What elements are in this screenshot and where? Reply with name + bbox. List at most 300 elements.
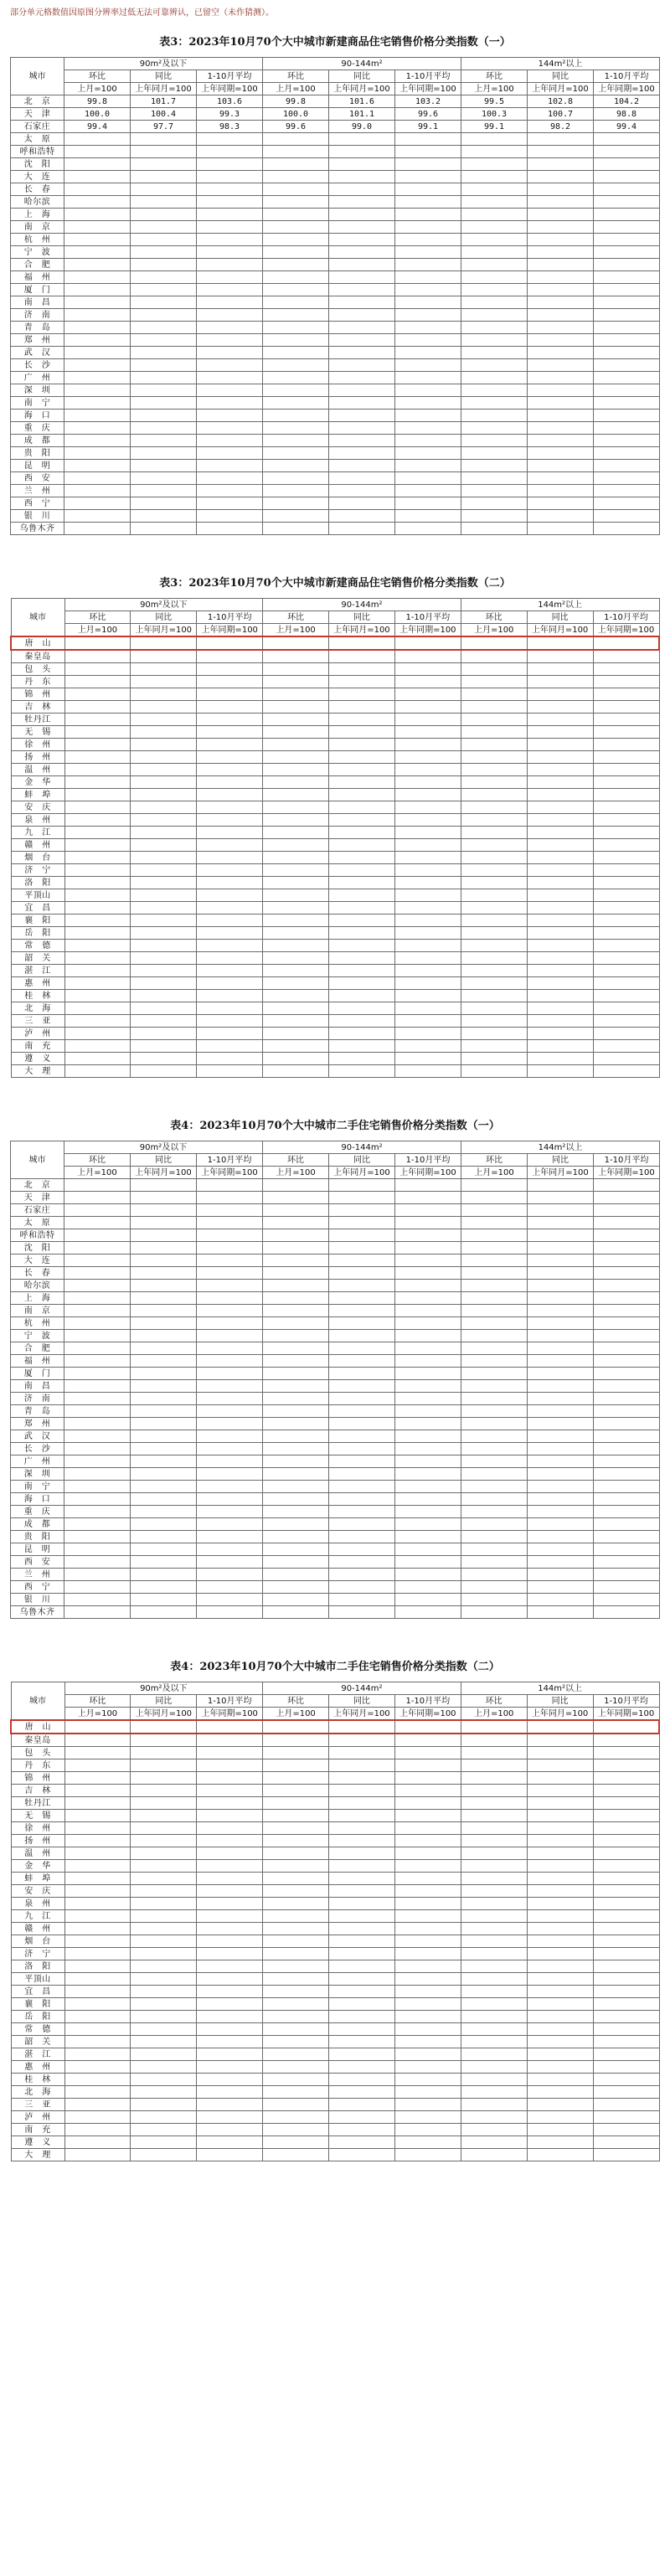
- index-value-cell: [527, 1948, 593, 1960]
- index-value-cell: [263, 1923, 329, 1935]
- index-value-cell: [594, 1330, 660, 1342]
- index-value-cell: [528, 1443, 594, 1455]
- index-value-cell: [197, 1720, 263, 1734]
- price-index-table: [10, 1141, 660, 1619]
- index-value-cell: [263, 676, 329, 688]
- table-row: [11, 827, 659, 839]
- index-value-cell: [64, 1847, 131, 1860]
- index-value-cell: [594, 246, 660, 259]
- index-value-cell: [594, 460, 660, 472]
- index-value-cell: [197, 2149, 263, 2161]
- index-value-cell: [131, 714, 197, 726]
- index-value-cell: [197, 1280, 263, 1292]
- index-value-cell: [461, 902, 527, 914]
- index-value-cell: [394, 990, 461, 1002]
- index-value-cell: [395, 1506, 461, 1518]
- price-index-table: [10, 57, 660, 535]
- column-metric-header: 环比: [461, 611, 527, 624]
- table-row: [11, 485, 660, 497]
- index-value-cell: [263, 902, 329, 914]
- index-value-cell: [197, 485, 263, 497]
- index-value-cell: [64, 171, 131, 183]
- index-value-cell: [131, 146, 197, 158]
- table-row: [11, 397, 660, 410]
- index-value-cell: [394, 1065, 461, 1078]
- city-cell: 济 南: [11, 1393, 64, 1405]
- table-row: [11, 334, 660, 347]
- city-cell: 三 亚: [11, 1015, 64, 1028]
- index-value-cell: [131, 133, 197, 146]
- index-value-cell: [131, 322, 197, 334]
- index-value-cell: [329, 1531, 395, 1543]
- index-value-cell: [528, 271, 594, 284]
- index-value-cell: [395, 334, 461, 347]
- index-value-cell: [528, 472, 594, 485]
- index-value-cell: [528, 1179, 594, 1192]
- index-value-cell: [197, 1342, 263, 1355]
- table-row: [11, 864, 659, 877]
- index-value-cell: [395, 435, 461, 447]
- column-metric-header: 环比: [461, 1154, 528, 1167]
- city-cell: 金 华: [11, 1860, 64, 1873]
- index-value-cell: [197, 1772, 263, 1785]
- index-value-cell: [329, 221, 395, 234]
- city-cell: 韶 关: [11, 952, 64, 965]
- index-value-cell: [594, 372, 660, 384]
- index-value-cell: [329, 372, 395, 384]
- index-value-cell: [131, 497, 197, 510]
- index-value-cell: [461, 259, 528, 271]
- index-value-cell: [329, 1847, 395, 1860]
- index-value-cell: [64, 2111, 131, 2124]
- index-value-cell: [528, 1556, 594, 1569]
- column-metric-header: 1-10月平均: [197, 611, 263, 624]
- index-value-cell: [131, 1481, 197, 1493]
- index-value-cell: [594, 523, 660, 535]
- index-value-cell: [395, 1355, 461, 1368]
- index-value-cell: [394, 839, 461, 852]
- table-row: [11, 347, 660, 359]
- index-value-cell: [263, 739, 329, 751]
- index-value-cell: [263, 322, 329, 334]
- table-row: [11, 1255, 660, 1267]
- table-row: [11, 1065, 659, 1078]
- index-value-cell: [64, 1028, 131, 1040]
- index-value-cell: [197, 1292, 263, 1305]
- index-value-cell: [461, 965, 527, 977]
- index-value-cell: 99.6: [263, 121, 329, 133]
- index-value-cell: [64, 372, 131, 384]
- index-value-cell: [197, 384, 263, 397]
- column-metric-header: 同比: [527, 611, 593, 624]
- index-value-cell: [594, 397, 660, 410]
- index-value-cell: [395, 359, 461, 372]
- index-value-cell: [594, 1192, 660, 1204]
- table-row: [11, 1028, 659, 1040]
- index-value-cell: [329, 1002, 395, 1015]
- index-value-cell: [131, 359, 197, 372]
- table-row: [11, 472, 660, 485]
- index-value-cell: [329, 1822, 395, 1835]
- index-value-cell: [395, 1192, 461, 1204]
- index-value-cell: [593, 1835, 659, 1847]
- index-value-cell: [197, 1885, 263, 1898]
- column-base-header: 上年同月=100: [329, 1167, 395, 1179]
- column-metric-header: 环比: [461, 70, 528, 83]
- index-value-cell: [394, 877, 461, 889]
- index-value-cell: [593, 914, 659, 927]
- index-value-cell: [197, 789, 263, 801]
- index-value-cell: [329, 347, 395, 359]
- column-metric-header: 同比: [329, 70, 395, 83]
- table-row: [11, 2124, 659, 2136]
- index-value-cell: 99.1: [461, 121, 528, 133]
- index-value-cell: [197, 397, 263, 410]
- index-value-cell: [461, 1380, 528, 1393]
- city-cell: 沈 阳: [11, 1242, 64, 1255]
- city-cell: 泉 州: [11, 814, 64, 827]
- index-value-cell: [131, 1053, 197, 1065]
- index-value-cell: [527, 2111, 593, 2124]
- index-value-cell: [593, 1785, 659, 1797]
- index-value-cell: [461, 384, 528, 397]
- city-cell: 遵 义: [11, 2136, 64, 2149]
- index-value-cell: [461, 271, 528, 284]
- index-value-cell: [197, 2099, 263, 2111]
- index-value-cell: [64, 2048, 131, 2061]
- index-value-cell: [197, 171, 263, 183]
- index-value-cell: [394, 889, 461, 902]
- index-value-cell: [527, 1923, 593, 1935]
- index-value-cell: [461, 2149, 527, 2161]
- table-row: [11, 990, 659, 1002]
- index-value-cell: [395, 1280, 461, 1292]
- index-value-cell: [394, 977, 461, 990]
- index-value-cell: [394, 965, 461, 977]
- column-metric-header: 同比: [329, 1154, 395, 1167]
- index-value-cell: [461, 977, 527, 990]
- index-value-cell: [263, 663, 329, 676]
- column-metric-header: 同比: [329, 1695, 395, 1708]
- index-value-cell: [528, 460, 594, 472]
- table-row: [11, 2111, 659, 2124]
- table-row: [11, 271, 660, 284]
- index-value-cell: [197, 1455, 263, 1468]
- index-value-cell: [395, 133, 461, 146]
- city-cell: 太 原: [11, 1217, 64, 1229]
- index-value-cell: [528, 296, 594, 309]
- index-value-cell: [64, 1455, 131, 1468]
- index-value-cell: [329, 523, 395, 535]
- index-value-cell: [461, 133, 528, 146]
- index-value-cell: 98.3: [197, 121, 263, 133]
- index-value-cell: [329, 1053, 395, 1065]
- index-value-cell: [395, 1292, 461, 1305]
- index-value-cell: [329, 1747, 395, 1759]
- index-value-cell: [197, 1860, 263, 1873]
- index-value-cell: [394, 1898, 461, 1910]
- index-value-cell: [263, 2086, 329, 2099]
- column-metric-header: 环比: [64, 1154, 131, 1167]
- index-value-cell: [461, 523, 528, 535]
- index-value-cell: [131, 1606, 197, 1619]
- index-value-cell: [461, 322, 528, 334]
- city-cell: 长 春: [11, 183, 64, 196]
- index-value-cell: [593, 636, 659, 650]
- index-value-cell: [131, 523, 197, 535]
- index-value-cell: [263, 1772, 329, 1785]
- index-value-cell: [263, 990, 329, 1002]
- index-value-cell: [527, 1835, 593, 1847]
- index-value-cell: [64, 296, 131, 309]
- index-value-cell: [131, 1330, 197, 1342]
- index-value-cell: [131, 1948, 197, 1960]
- index-value-cell: [527, 1040, 593, 1053]
- index-value-cell: [395, 234, 461, 246]
- index-value-cell: [594, 322, 660, 334]
- index-value-cell: [527, 636, 593, 650]
- table-row: [11, 1734, 659, 1747]
- index-value-cell: [263, 2023, 329, 2036]
- index-value-cell: [461, 1493, 528, 1506]
- index-value-cell: [394, 2023, 461, 2036]
- index-value-cell: [329, 1192, 395, 1204]
- index-value-cell: [594, 1405, 660, 1418]
- index-value-cell: [394, 1772, 461, 1785]
- column-base-header: 上年同月=100: [329, 83, 395, 95]
- index-value-cell: [461, 1204, 528, 1217]
- table-row: [11, 95, 660, 108]
- index-value-cell: [263, 701, 329, 714]
- index-value-cell: [461, 663, 527, 676]
- table-row: [11, 1531, 660, 1543]
- index-value-cell: [594, 1292, 660, 1305]
- index-value-cell: [263, 1506, 329, 1518]
- index-value-cell: [329, 1810, 395, 1822]
- table-row: [11, 676, 659, 688]
- index-value-cell: [131, 472, 197, 485]
- index-value-cell: [131, 1506, 197, 1518]
- index-value-cell: [527, 1065, 593, 1078]
- index-value-cell: [131, 839, 197, 852]
- index-value-cell: [263, 1835, 329, 1847]
- index-value-cell: [263, 1355, 329, 1368]
- index-value-cell: [64, 663, 131, 676]
- index-value-cell: [197, 1759, 263, 1772]
- index-value-cell: [64, 1468, 131, 1481]
- index-value-cell: [461, 1267, 528, 1280]
- index-value-cell: [263, 2011, 329, 2023]
- index-value-cell: [64, 435, 131, 447]
- index-value-cell: [461, 940, 527, 952]
- index-value-cell: [594, 1430, 660, 1443]
- index-value-cell: [527, 1002, 593, 1015]
- index-value-cell: [329, 726, 395, 739]
- index-value-cell: [197, 1229, 263, 1242]
- index-value-cell: [395, 196, 461, 209]
- column-header-city: 城市: [11, 1141, 64, 1179]
- city-cell: 深 圳: [11, 384, 64, 397]
- table-row: [11, 1810, 659, 1822]
- index-value-cell: [197, 676, 263, 688]
- table-row: [11, 1759, 659, 1772]
- index-value-cell: [329, 688, 395, 701]
- city-cell: 湛 江: [11, 965, 64, 977]
- table-row: [11, 296, 660, 309]
- index-value-cell: [394, 2136, 461, 2149]
- table-row: [11, 1217, 660, 1229]
- city-cell: 蚌 埠: [11, 1873, 64, 1885]
- index-value-cell: [593, 2136, 659, 2149]
- index-value-cell: [593, 2023, 659, 2036]
- city-cell: 温 州: [11, 1847, 64, 1860]
- index-value-cell: [593, 1040, 659, 1053]
- index-value-cell: [263, 234, 329, 246]
- index-value-cell: [329, 1606, 395, 1619]
- price-index-table: [10, 598, 660, 1078]
- index-value-cell: [527, 764, 593, 776]
- city-cell: 太 原: [11, 133, 64, 146]
- index-value-cell: [461, 1835, 527, 1847]
- index-value-cell: [197, 1355, 263, 1368]
- index-value-cell: [131, 1355, 197, 1368]
- city-cell: 南 京: [11, 1305, 64, 1317]
- column-base-header: 上年同月=100: [131, 83, 197, 95]
- index-value-cell: [197, 2136, 263, 2149]
- index-value-cell: [197, 714, 263, 726]
- index-value-cell: [131, 246, 197, 259]
- column-base-header: 上月=100: [263, 1167, 329, 1179]
- index-value-cell: [131, 2011, 197, 2023]
- index-value-cell: [461, 701, 527, 714]
- index-value-cell: [263, 1380, 329, 1393]
- index-value-cell: [394, 1747, 461, 1759]
- table-section: [10, 559, 660, 1101]
- index-value-cell: 103.2: [395, 95, 461, 108]
- index-value-cell: [528, 1518, 594, 1531]
- index-value-cell: [329, 1759, 395, 1772]
- index-value-cell: [528, 1380, 594, 1393]
- index-value-cell: [528, 1229, 594, 1242]
- city-cell: 西 宁: [11, 1581, 64, 1594]
- index-value-cell: [395, 372, 461, 384]
- table-title: 表3：2023年10月70个大中城市新建商品住宅销售价格分类指数（一）: [159, 36, 511, 49]
- index-value-cell: [197, 902, 263, 914]
- index-value-cell: [527, 1747, 593, 1759]
- index-value-cell: [528, 497, 594, 510]
- index-value-cell: [197, 1192, 263, 1204]
- index-value-cell: [197, 158, 263, 171]
- table-row: [11, 1405, 660, 1418]
- index-value-cell: [197, 1317, 263, 1330]
- index-value-cell: [593, 1898, 659, 1910]
- index-value-cell: [461, 1531, 528, 1543]
- index-value-cell: [263, 726, 329, 739]
- index-value-cell: [263, 965, 329, 977]
- index-value-cell: [197, 688, 263, 701]
- index-value-cell: [64, 2149, 131, 2161]
- city-cell: 丹 东: [11, 676, 64, 688]
- index-value-cell: [263, 171, 329, 183]
- index-value-cell: [131, 877, 197, 889]
- index-value-cell: [394, 764, 461, 776]
- index-value-cell: [329, 650, 395, 663]
- index-value-cell: [64, 2074, 131, 2086]
- column-base-header: 上年同期=100: [593, 1708, 659, 1721]
- column-header-city: 城市: [11, 58, 64, 95]
- index-value-cell: [594, 284, 660, 296]
- index-value-cell: [461, 1986, 527, 1998]
- index-value-cell: [64, 447, 131, 460]
- index-value-cell: [64, 2086, 131, 2099]
- index-value-cell: [329, 1873, 395, 1885]
- index-value-cell: [527, 902, 593, 914]
- index-value-cell: [131, 158, 197, 171]
- index-value-cell: [263, 485, 329, 497]
- index-value-cell: [594, 183, 660, 196]
- index-value-cell: [461, 2074, 527, 2086]
- index-value-cell: [197, 1242, 263, 1255]
- index-value-cell: [329, 676, 395, 688]
- column-metric-header: 1-10月平均: [594, 1154, 660, 1167]
- index-value-cell: [528, 422, 594, 435]
- index-value-cell: [197, 1405, 263, 1418]
- index-value-cell: [461, 347, 528, 359]
- column-group-header: 90m²及以下: [64, 1682, 263, 1695]
- index-value-cell: [395, 1481, 461, 1493]
- index-value-cell: [263, 2061, 329, 2074]
- index-value-cell: [395, 322, 461, 334]
- index-value-cell: [263, 1204, 329, 1217]
- index-value-cell: [64, 776, 131, 789]
- index-value-cell: [593, 1797, 659, 1810]
- index-value-cell: [527, 650, 593, 663]
- city-cell: 重 庆: [11, 422, 64, 435]
- index-value-cell: [527, 2061, 593, 2074]
- index-value-cell: [329, 914, 395, 927]
- index-value-cell: [131, 1594, 197, 1606]
- table-row: [11, 1204, 660, 1217]
- index-value-cell: [461, 1734, 527, 1747]
- index-value-cell: [263, 334, 329, 347]
- table-title: 表4：2023年10月70个大中城市二手住宅销售价格分类指数（二）: [170, 1661, 500, 1673]
- index-value-cell: [64, 472, 131, 485]
- table-row: [11, 1898, 659, 1910]
- city-cell: 海 口: [11, 1493, 64, 1506]
- index-value-cell: [329, 133, 395, 146]
- index-value-cell: [461, 234, 528, 246]
- index-value-cell: [461, 1759, 527, 1772]
- index-value-cell: [395, 1380, 461, 1393]
- city-cell: 洛 阳: [11, 1960, 64, 1973]
- index-value-cell: [395, 1368, 461, 1380]
- index-value-cell: [64, 726, 131, 739]
- city-cell: 兰 州: [11, 1569, 64, 1581]
- table-header: [11, 1682, 659, 1721]
- table-row: [11, 171, 660, 183]
- index-value-cell: [394, 1797, 461, 1810]
- index-value-cell: [461, 1255, 528, 1267]
- index-value-cell: [197, 271, 263, 284]
- index-value-cell: [64, 977, 131, 990]
- index-value-cell: [394, 636, 461, 650]
- index-value-cell: [594, 1355, 660, 1368]
- index-value-cell: [461, 1569, 528, 1581]
- index-value-cell: [131, 2124, 197, 2136]
- city-cell: 哈尔滨: [11, 1280, 64, 1292]
- index-value-cell: [594, 1443, 660, 1455]
- index-value-cell: [197, 914, 263, 927]
